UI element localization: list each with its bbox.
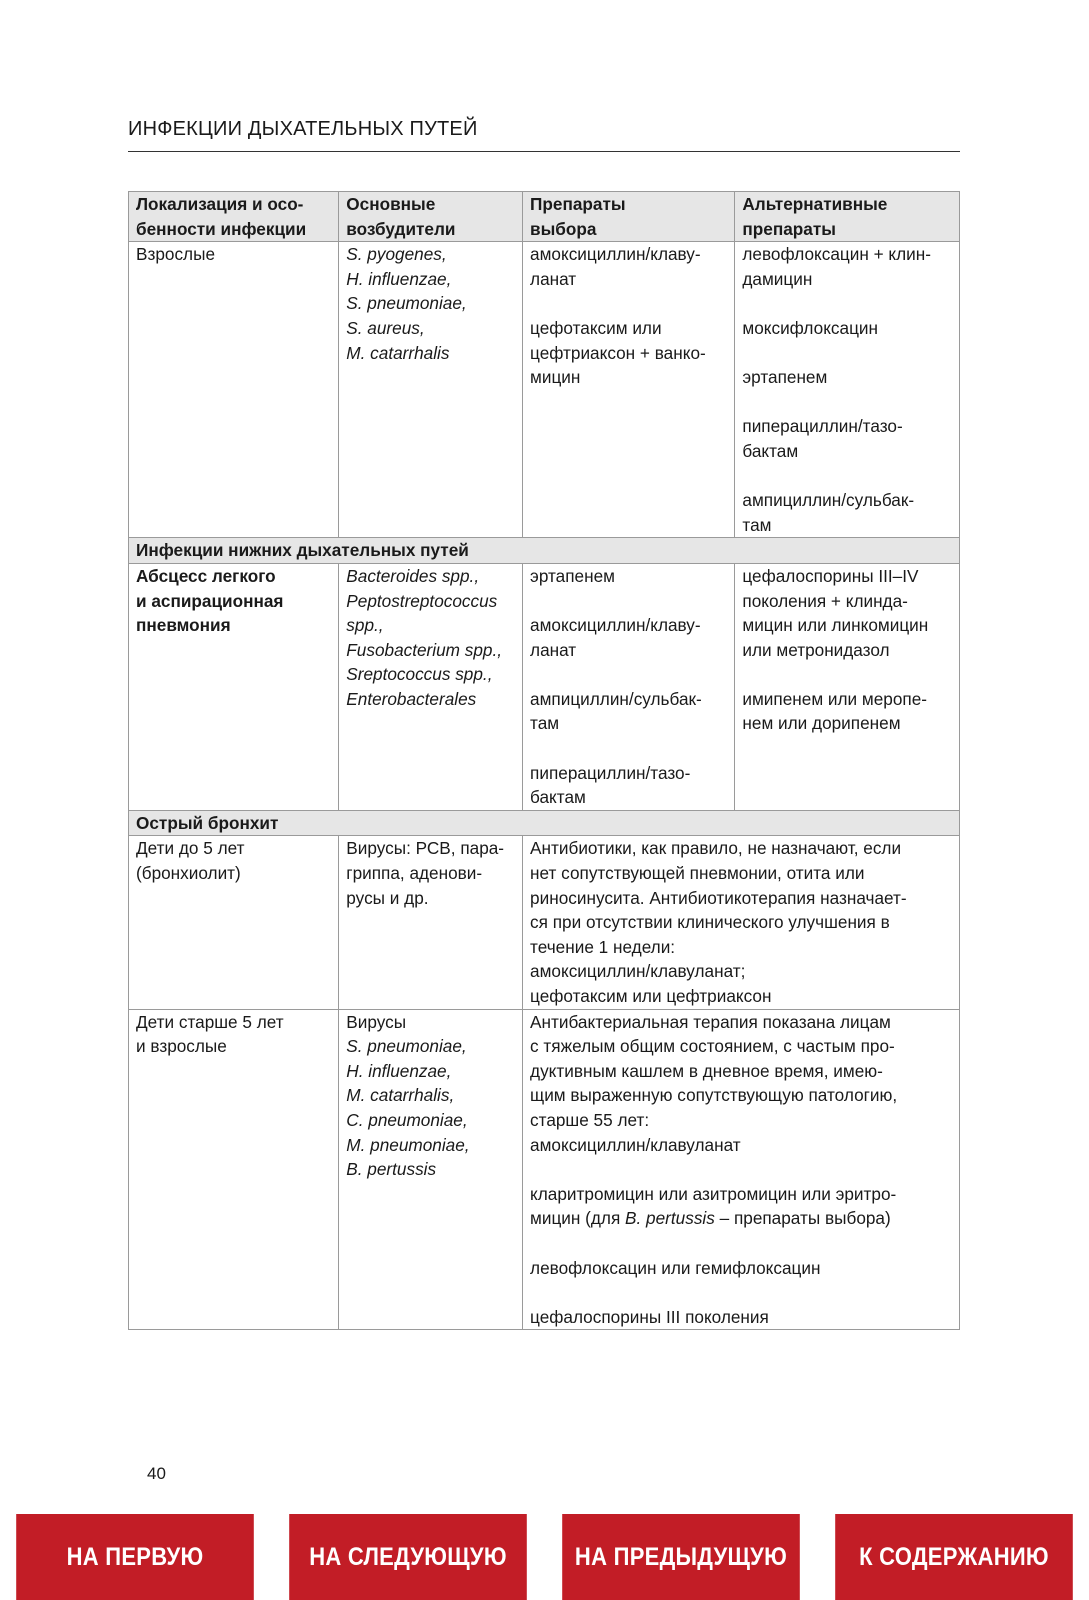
cell-alternative	[735, 563, 960, 810]
cell-alternative	[735, 242, 960, 538]
header-pathogens	[339, 192, 523, 242]
text-line: с тяжелым общим состоянием, с частым про-	[530, 1036, 895, 1057]
line-gap	[742, 291, 955, 316]
text-line: ланат	[530, 268, 577, 289]
text-line: B. pertussis	[346, 1159, 437, 1180]
line-gap	[530, 1231, 955, 1256]
first-page-button[interactable]: НА ПЕРВУЮ	[16, 1514, 254, 1600]
treatment-line-pertussis	[530, 1206, 955, 1231]
cell-location	[129, 563, 339, 810]
text-line: Вирусы: РСВ, пара-	[346, 838, 505, 859]
treatment-text: – препараты выбора)	[714, 1208, 891, 1229]
text-line: Основные	[346, 194, 436, 214]
text-line: цефотаксим или цефтриаксон	[530, 986, 772, 1006]
text-line: Препараты	[530, 194, 626, 214]
cell-location	[129, 836, 339, 1009]
cell-location	[129, 1009, 339, 1330]
text-line: цефтриаксон + ванко-	[530, 342, 706, 363]
cell-pathogens	[339, 1009, 523, 1330]
text-line: риносинусита. Антибиотикотерапия назначает-	[530, 887, 907, 908]
text-line: Peptostreptococcus	[346, 590, 498, 611]
table-row	[129, 836, 960, 1009]
pathogen-name: B. pertussis	[625, 1208, 715, 1229]
text-line: Enterobacterales	[346, 688, 477, 709]
text-line: M. pneumoniae,	[346, 1134, 470, 1155]
cell-pathogens	[339, 836, 523, 1009]
text-line: нем или дорипенем	[742, 713, 901, 734]
text-line: Абсцесс легкого	[136, 565, 276, 586]
cell-first-line	[523, 563, 735, 810]
page-number: 40	[147, 1464, 166, 1483]
header-location	[129, 192, 339, 242]
navigation-bar	[0, 1514, 1089, 1600]
text-line: там	[742, 514, 772, 535]
text-line: амоксициллин/клавуланат;	[530, 961, 746, 982]
text-line: мицин	[530, 367, 581, 388]
line-gap	[530, 291, 730, 316]
text-line: (бронхиолит)	[136, 863, 241, 884]
text-line: Bacteroides spp.,	[346, 565, 480, 586]
text-line: дамицин	[742, 268, 813, 289]
text-line: Дети до 5 лет	[136, 838, 245, 859]
text-line: цефалоспорины III поколения	[530, 1306, 769, 1327]
line-gap	[530, 736, 730, 761]
text-line: пневмония	[136, 615, 231, 636]
text-line: моксифлоксацин	[742, 317, 879, 338]
text-line: ся при отсутствии клинического улучшения в	[530, 912, 890, 933]
text-line: эртапенем	[530, 565, 615, 586]
text-line: пиперациллин/тазо-	[530, 762, 691, 783]
text-line: амоксициллин/клавуланат	[530, 1134, 741, 1155]
text-line: Sreptococcus spp.,	[346, 664, 493, 685]
section-lower-respiratory: Инфекции нижних дыхательных путей	[129, 538, 960, 564]
text-line: амоксициллин/клаву-	[530, 615, 701, 636]
text-line: левофлоксацин или гемифлоксацин	[530, 1257, 821, 1278]
section-row	[129, 538, 960, 564]
section-row	[129, 810, 960, 836]
treatment-lines	[530, 1010, 955, 1207]
text-line: spp.,	[346, 615, 384, 636]
cell-pathogens	[339, 563, 523, 810]
table-row	[129, 242, 960, 538]
text-line: и аспирационная	[136, 590, 284, 611]
text-line: ланат	[530, 639, 577, 660]
text-line: течение 1 недели:	[530, 936, 676, 957]
text-line: Локализация и осо-	[136, 194, 304, 214]
text-line: кларитромицин или азитромицин или эритро-	[530, 1183, 897, 1204]
text-line: или метронидазол	[742, 639, 890, 660]
line-gap	[742, 464, 955, 489]
text-line: и взрослые	[136, 1036, 227, 1057]
text-line: выбора	[530, 218, 597, 239]
line-gap	[530, 662, 730, 687]
line-gap	[530, 1157, 955, 1182]
text-line: мицин или линкомицин	[742, 615, 929, 636]
text-line: поколения + клинда-	[742, 590, 908, 611]
text-line: Fusobacterium spp.,	[346, 639, 503, 660]
pathogen-line: Вирусы	[346, 1011, 407, 1032]
section-acute-bronchitis: Острый бронхит	[129, 810, 960, 836]
text-line: дуктивным кашлем в дневное время, имею-	[530, 1060, 883, 1081]
cell-pathogens	[339, 242, 523, 538]
text-line: левофлоксацин + клин-	[742, 244, 931, 265]
text-line: ампициллин/сульбак-	[742, 490, 915, 511]
line-gap	[742, 390, 955, 415]
text-line: C. pneumoniae,	[346, 1109, 468, 1130]
text-line: M. catarrhalis,	[346, 1085, 455, 1106]
text-line: возбудители	[346, 218, 456, 239]
text-line: S. pneumoniae,	[346, 1036, 467, 1057]
text-line: S. pneumoniae,	[346, 293, 467, 314]
text-line: цефалоспорины III–IV	[742, 565, 919, 586]
cell-treatment	[523, 836, 960, 1009]
text-line: бактам	[742, 440, 799, 461]
text-line: препараты	[742, 218, 836, 239]
text-line: имипенем или меропе-	[742, 688, 928, 709]
text-line: щим выраженную сопутствующую патологию,	[530, 1085, 898, 1106]
next-page-button[interactable]: НА СЛЕДУЮЩУЮ	[289, 1514, 527, 1600]
text-line: Антибиотики, как правило, не назначают, если	[530, 838, 902, 859]
table-header-row	[129, 192, 960, 242]
text-line: русы и др.	[346, 887, 429, 908]
running-head: ИНФЕКЦИИ ДЫХАТЕЛЬНЫХ ПУТЕЙ	[128, 118, 960, 152]
text-line: ампициллин/сульбак-	[530, 688, 702, 709]
line-gap	[742, 341, 955, 366]
text-line: S. aureus,	[346, 317, 425, 338]
text-line: старше 55 лет:	[530, 1109, 650, 1130]
cell-location	[129, 242, 339, 538]
line-gap	[742, 662, 955, 687]
text-line: бенности инфекции	[136, 218, 307, 239]
text-line: там	[530, 713, 560, 734]
pathogen-list	[346, 1034, 518, 1182]
header-alternative	[735, 192, 960, 242]
table-row	[129, 1009, 960, 1330]
text-line: цефотаксим или	[530, 317, 662, 338]
antibiotics-table	[128, 191, 960, 1330]
text-line: бактам	[530, 787, 586, 808]
text-line: нет сопутствующей пневмонии, отита или	[530, 863, 865, 884]
text-line: Взрослые	[136, 244, 215, 265]
header-first-line	[523, 192, 735, 242]
table-row	[129, 563, 960, 810]
text-line: гриппа, аденови-	[346, 863, 483, 884]
line-gap	[530, 1280, 955, 1305]
treatment-tail	[530, 1231, 955, 1329]
text-line: H. influenzae,	[346, 1060, 452, 1081]
cell-first-line	[523, 242, 735, 538]
text-line: Дети старше 5 лет	[136, 1011, 284, 1032]
text-line: M. catarrhalis	[346, 342, 450, 363]
text-line: H. influenzae,	[346, 268, 452, 289]
text-line: пиперациллин/тазо-	[742, 416, 903, 437]
text-line: амоксициллин/клаву-	[530, 244, 701, 265]
contents-button[interactable]: К СОДЕРЖАНИЮ	[835, 1514, 1073, 1600]
line-gap	[530, 589, 730, 614]
treatment-text: мицин (для	[530, 1208, 626, 1229]
text-line: эртапенем	[742, 367, 828, 388]
cell-treatment	[523, 1009, 960, 1330]
text-line: Альтернативные	[742, 194, 888, 214]
text-line: S. pyogenes,	[346, 244, 447, 265]
text-line: Антибактериальная терапия показана лицам	[530, 1011, 891, 1032]
previous-page-button[interactable]: НА ПРЕДЫДУЩУЮ	[562, 1514, 800, 1600]
